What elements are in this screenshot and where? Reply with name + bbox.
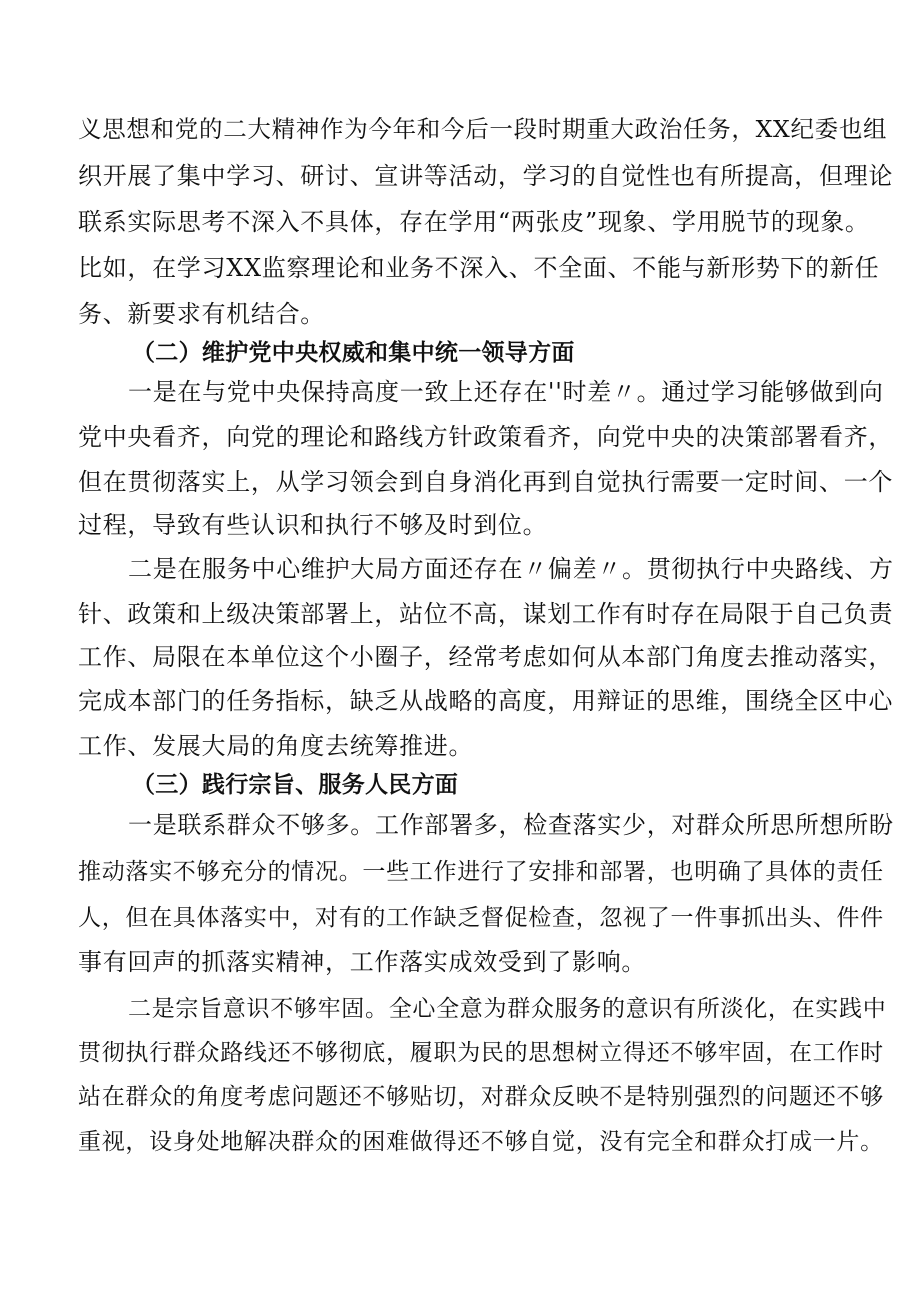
section-heading: （二）维护党中央权威和集中统一领导方面 [132, 340, 575, 366]
text-line: 工作、发展大局的角度去统筹推进。 [78, 732, 474, 760]
text-line: 完成本部门的任务指标，缺乏从战略的高度，用辩证的思维，围绕全区中心 [78, 687, 894, 715]
text-line: 工作、局限在本单位这个小圈子，经常考虑如何从本部门角度去推动落实， [78, 643, 894, 671]
text-line: 推动落实不够充分的情况。一些工作进行了安排和部署，也明确了具体的责任 [78, 859, 884, 885]
text-line: 义思想和党的二大精神作为今年和今后一段时期重大政治任务，XX纪委也组 [78, 115, 888, 143]
text-line: 站在群众的角度考虑问题还不够贴切，对群众反映不是特别强烈的问题还不够 [78, 1084, 884, 1110]
text-line: 针、政策和上级决策部署上，站位不高，谋划工作有时存在局限于自己负责 [78, 600, 894, 628]
text-line: 过程，导致有些认识和执行不够及时到位。 [78, 511, 548, 539]
text-line: 务、新要求有机结合。 [78, 300, 325, 328]
text-line: 联系实际思考不深入不具体，存在学用“两张皮”现象、学用脱节的现象。 [78, 208, 870, 236]
text-line: 一是联系群众不够多。工作部署多，检查落实少，对群众所思所想所盼 [128, 811, 894, 839]
text-line: 贯彻执行群众路线还不够彻底，履职为民的思想树立得还不够牢固，在工作时 [78, 1040, 884, 1066]
text-line: 织开展了集中学习、研讨、宣讲等活动，学习的自觉性也有所提高，但理论 [78, 162, 894, 190]
text-line: 事有回声的抓落实精神，工作落实成效受到了影响。 [78, 948, 647, 976]
section-heading: （三）践行宗旨、服务人民方面 [132, 772, 459, 798]
text-line: 比如，在学习XX监察理论和业务不深入、不全面、不能与新形势下的新任 [78, 254, 880, 282]
text-line: 人，但在具体落实中，对有的工作缺乏督促检查，忽视了一件事抓出头、件件 [78, 905, 884, 931]
text-line: 重视，设身处地解决群众的困难做得还不够自觉，没有完全和群众打成一片。 [78, 1129, 884, 1155]
text-line: 一是在与党中央保持高度一致上还存在''时差〃。通过学习能够做到向 [128, 378, 884, 406]
text-line: 党中央看齐，向党的理论和路线方针政策看齐，向党中央的决策部署看齐， [78, 423, 894, 451]
text-line: 二是在服务中心维护大局方面还存在〃偏差〃。贯彻执行中央路线、方 [128, 555, 894, 583]
text-line: 但在贯彻落实上，从学习领会到自身消化再到自觉执行需要一定时间、一个 [78, 468, 894, 496]
text-line: 二是宗旨意识不够牢固。全心全意为群众服务的意识有所淡化，在实践中 [128, 996, 887, 1022]
